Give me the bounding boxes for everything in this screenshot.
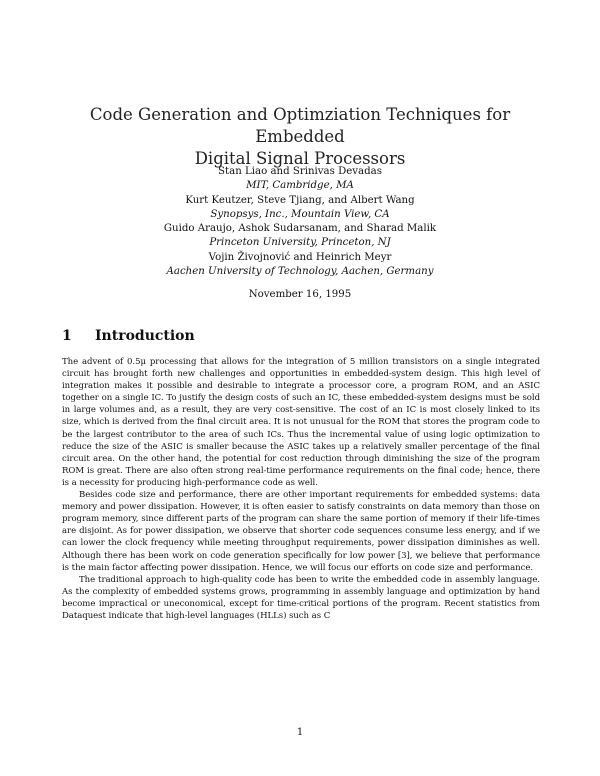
paragraph: The traditional approach to high-quality code has been to write the embedded code in assembly language. As the complexity of embedded systems grows, programming in assembly language and optimization by hand become impractical or uneconomical, except for time-critical portions of the program. Recent statistics from Dataquest indicate that high-level languages (HLLs) such as C: [62, 574, 540, 621]
author-block: [60, 165, 540, 279]
section-heading: [62, 328, 542, 344]
author-names: Stan Liao and Srinivas Devadas: [218, 166, 382, 177]
body-text: [62, 356, 540, 622]
author-affiliation: Princeton University, Princeton, NJ: [209, 237, 391, 249]
author-names: Guido Araujo, Ashok Sudarsanam, and Sharad Malik: [163, 223, 437, 235]
paragraph: Besides code size and performance, there are other important requirements for embedded systems: data memory and power dissipation. However, it is often easier to satisfy constraints on data memory than those on program memory, since different parts of the program can share the same portion of memory if their life-times are disjoint. As for power dissipation, we observe that shorter code sequences consume less energy, and if we can lower the clock frequency while meeting throughput requirements, power dissipation diminishes as well. Although there has been work on code generation specifically for low power [3], we believe that performance is the main factor affecting power dissipation. Hence, we will focus our efforts on code size and performance.: [62, 490, 540, 573]
author-affiliation: Synopsys, Inc., Mountain View, CA: [210, 208, 390, 220]
title-line-1: Code Generation and Optimziation Techniques for Embedded: [89, 105, 511, 146]
page-number: 1: [296, 727, 304, 738]
author-affiliation: MIT, Cambridge, MA: [246, 180, 354, 192]
section-title: Introduction: [95, 328, 195, 344]
author-names: Vojin Živojnović and Heinrich Meyr: [208, 251, 392, 263]
title-line-2: Digital Signal Processors: [194, 149, 406, 168]
author-affiliation: Aachen University of Technology, Aachen, Germany: [166, 266, 434, 278]
paragraph: The advent of 0.5μ processing that allows for the integration of 5 million transistors on a single integrated circuit has brought forth new challenges and opportunities in embedded-system design. This high level of integration makes it possible and desirable to integrate a processor core, a program ROM, and an ASIC together on a single IC. To justify the design costs of such an IC, these embedded-system designs must be sold in large volumes and, as a result, they are very cost-sensitive. The cost of an IC is most closely linked to its size, which is derived from the final circuit area. It is not unusual for the ROM that stores the program code to be the largest contributor to the area of such ICs. Thus the incremental value of using logic optimization to reduce the size of the ASIC is smaller because the ASIC takes up a relatively smaller percentage of the final circuit area. On the other hand, the potential for cost reduction through diminishing the size of the program ROM is great. There are also often strong real-time performance requirements on the final code; hence, there is a necessity for producing high-performance code as well.: [62, 357, 540, 488]
paper-date: November 16, 1995: [248, 289, 352, 300]
paper-title: [60, 104, 540, 170]
section-number: 1: [62, 328, 72, 344]
author-names: Kurt Keutzer, Steve Tjiang, and Albert Wang: [185, 194, 415, 206]
